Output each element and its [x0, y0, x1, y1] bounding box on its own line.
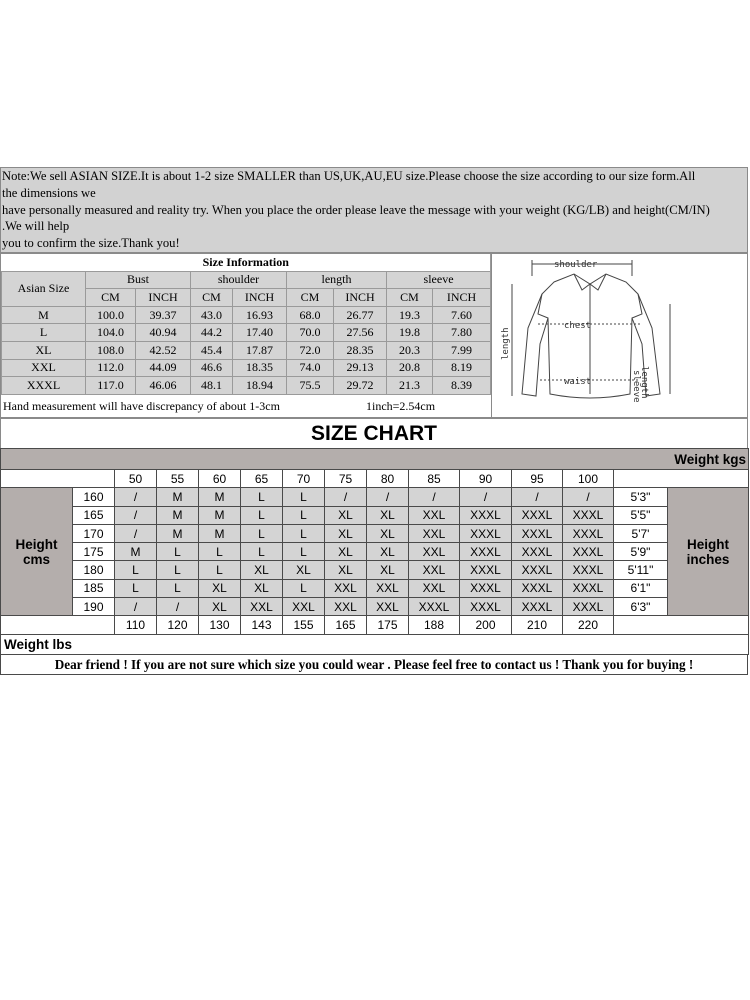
unit-header: CM [191, 289, 233, 307]
size-cell: L [157, 561, 199, 579]
size-cell: / [115, 598, 157, 616]
size-cell: / [460, 488, 512, 506]
height-inches-label: Height inches [668, 488, 749, 616]
measurement-cell: 8.19 [433, 359, 491, 377]
size-cell: L [241, 524, 283, 542]
measurement-cell: 44.09 [136, 359, 191, 377]
size-cell: XXXL [512, 579, 563, 597]
size-cell: XL [325, 524, 367, 542]
measurement-cell: 46.06 [136, 377, 191, 395]
diagram-label-sleeve: sleeve [631, 370, 641, 403]
unit-header: CM [86, 289, 136, 307]
size-cell: L [241, 488, 283, 506]
size-cell: XXXL [460, 524, 512, 542]
size-cell: XXXL [563, 561, 614, 579]
size-cell: XXL [283, 598, 325, 616]
group-header-sleeve: sleeve [387, 271, 491, 289]
size-cell: M [157, 506, 199, 524]
size-chart-table [0, 448, 749, 655]
size-cell: XL [199, 579, 241, 597]
size-cell: XL [199, 598, 241, 616]
size-cell: XXXL [512, 543, 563, 561]
measurement-cell: 26.77 [334, 306, 387, 324]
measurement-cell: 21.3 [387, 377, 433, 395]
weight-kg-header: 80 [367, 470, 409, 488]
measurement-cell: 68.0 [287, 306, 334, 324]
weight-kg-header: 55 [157, 470, 199, 488]
size-cell: XL [325, 506, 367, 524]
measurement-cell: 20.8 [387, 359, 433, 377]
measurement-cell: 112.0 [86, 359, 136, 377]
measurement-cell: 18.94 [233, 377, 287, 395]
measurement-cell: 45.4 [191, 341, 233, 359]
size-information-table [1, 254, 491, 395]
height-inch-value: 5'3" [614, 488, 668, 506]
size-cell: L [283, 543, 325, 561]
size-info-row [2, 359, 491, 377]
weight-lbs-value: 200 [460, 616, 512, 634]
size-cell: M [157, 488, 199, 506]
weight-kgs-label: Weight kgs [1, 449, 749, 470]
size-cell: XXXL [460, 598, 512, 616]
size-cell: XXXL [460, 579, 512, 597]
measurement-cell: 7.80 [433, 324, 491, 342]
measurement-cell: 29.72 [334, 377, 387, 395]
size-cell: XXXL [460, 561, 512, 579]
size-cell: L [283, 579, 325, 597]
weight-lbs-value: 120 [157, 616, 199, 634]
size-info-row [2, 377, 491, 395]
size-cell: M [199, 524, 241, 542]
measurement-cell: 17.40 [233, 324, 287, 342]
size-cell: XXXL [563, 524, 614, 542]
measurement-cell: 28.35 [334, 341, 387, 359]
size-cell: XL [367, 543, 409, 561]
size-information-panel [0, 253, 748, 418]
unit-header: INCH [334, 289, 387, 307]
measurement-cell: 100.0 [86, 306, 136, 324]
group-header-shoulder: shoulder [191, 271, 287, 289]
height-cm-value: 170 [73, 524, 115, 542]
measurement-cell: 43.0 [191, 306, 233, 324]
diagram-label-length: length [501, 327, 511, 360]
size-info-row [2, 324, 491, 342]
diagram-label-shoulder: shoulder [554, 260, 598, 270]
size-cell: XL [283, 561, 325, 579]
size-cell: / [563, 488, 614, 506]
size-cell: XXXL [563, 579, 614, 597]
diagram-label-chest: chest [564, 321, 592, 331]
weight-lbs-value: 210 [512, 616, 563, 634]
measurement-cell: 70.0 [287, 324, 334, 342]
weight-lbs-value: 143 [241, 616, 283, 634]
height-inch-value: 6'1" [614, 579, 668, 597]
measurement-cell: 74.0 [287, 359, 334, 377]
size-cell: M [199, 506, 241, 524]
weight-lbs-label: Weight lbs [1, 634, 749, 654]
size-cell: XXXL [512, 598, 563, 616]
measurement-cell: 75.5 [287, 377, 334, 395]
measurement-cell: 27.56 [334, 324, 387, 342]
size-cell: XXL [241, 598, 283, 616]
unit-header: INCH [233, 289, 287, 307]
size-cell: L [241, 506, 283, 524]
size-chart-row [1, 598, 749, 616]
measurement-cell: 40.94 [136, 324, 191, 342]
weight-lbs-value: 155 [283, 616, 325, 634]
size-cell: XXL [409, 524, 460, 542]
measurement-cell: 72.0 [287, 341, 334, 359]
size-cell: XL [367, 506, 409, 524]
measurement-cell: 39.37 [136, 306, 191, 324]
size-cell: L [199, 561, 241, 579]
measurement-cell: 19.3 [387, 306, 433, 324]
group-header-length: length [287, 271, 387, 289]
measurement-footnote: Hand measurement will have discrepancy of about 1-3cm [3, 399, 280, 413]
size-cell: L [115, 579, 157, 597]
weight-lbs-value: 188 [409, 616, 460, 634]
size-cell: M [157, 524, 199, 542]
size-chart-row [1, 579, 749, 597]
size-cell: / [115, 524, 157, 542]
size-info-row [2, 341, 491, 359]
weight-kg-header: 60 [199, 470, 241, 488]
weight-kg-header: 85 [409, 470, 460, 488]
weight-kg-header: 90 [460, 470, 512, 488]
size-cell: / [325, 488, 367, 506]
weight-lbs-value: 175 [367, 616, 409, 634]
size-cell: XXL [325, 598, 367, 616]
measurement-cell: 8.39 [433, 377, 491, 395]
weight-kg-header: 65 [241, 470, 283, 488]
size-cell: XXL [409, 543, 460, 561]
size-cell: XXXL [563, 598, 614, 616]
height-inch-value: 6'3" [614, 598, 668, 616]
measurement-cell: 19.8 [387, 324, 433, 342]
size-cell: L [283, 524, 325, 542]
size-cell: XXXL [460, 543, 512, 561]
size-cell: XL [241, 579, 283, 597]
footer-message: Dear friend ! If you are not sure which size you could wear . Please feel free to contact us ! Thank you for buying ! [0, 654, 748, 675]
inch-conversion-note: 1inch=2.54cm [366, 399, 436, 413]
measurement-cell: 29.13 [334, 359, 387, 377]
size-chart-row [1, 488, 749, 506]
size-information-title: Size Information [2, 254, 491, 271]
size-cell: L [283, 488, 325, 506]
measurement-cell: 7.60 [433, 306, 491, 324]
size-chart-row [1, 524, 749, 542]
size-chart-row [1, 543, 749, 561]
measurement-cell: 48.1 [191, 377, 233, 395]
size-cell: XXXL [563, 543, 614, 561]
size-cell: / [367, 488, 409, 506]
measurement-cell: 42.52 [136, 341, 191, 359]
size-cell: XL [367, 524, 409, 542]
size-cell: L [199, 543, 241, 561]
note-line: Note:We sell ASIAN SIZE.It is about 1-2 size SMALLER than US,UK,AU,EU size.Please choose the size according to our size form.All [2, 169, 696, 183]
unit-header: CM [387, 289, 433, 307]
size-cell: M [115, 543, 157, 561]
height-cm-value: 160 [73, 488, 115, 506]
size-info-row [2, 306, 491, 324]
measurement-cell: 108.0 [86, 341, 136, 359]
measurement-cell: 16.93 [233, 306, 287, 324]
height-cms-label: Height cms [1, 488, 73, 616]
size-label: M [2, 306, 86, 324]
size-cell: L [241, 543, 283, 561]
size-cell: XXL [409, 579, 460, 597]
height-inch-value: 5'5" [614, 506, 668, 524]
height-cm-value: 165 [73, 506, 115, 524]
height-inch-value: 5'11" [614, 561, 668, 579]
size-cell: M [199, 488, 241, 506]
height-inch-value: 5'9" [614, 543, 668, 561]
group-header-bust: Bust [86, 271, 191, 289]
weight-kg-header: 75 [325, 470, 367, 488]
size-cell: L [157, 579, 199, 597]
unit-header: INCH [136, 289, 191, 307]
weight-kg-header: 100 [563, 470, 614, 488]
size-cell: / [157, 598, 199, 616]
size-cell: / [512, 488, 563, 506]
size-cell: L [283, 506, 325, 524]
size-cell: / [115, 506, 157, 524]
size-note [0, 167, 748, 253]
size-cell: L [115, 561, 157, 579]
size-cell: L [157, 543, 199, 561]
measurement-cell: 17.87 [233, 341, 287, 359]
measurement-cell: 117.0 [86, 377, 136, 395]
measurement-cell: 44.2 [191, 324, 233, 342]
size-label: XL [2, 341, 86, 359]
size-cell: XXL [325, 579, 367, 597]
size-cell: / [115, 488, 157, 506]
asian-size-header: Asian Size [2, 271, 86, 306]
size-chart-title: SIZE CHART [0, 418, 748, 448]
weight-lbs-value: 165 [325, 616, 367, 634]
weight-kg-header: 50 [115, 470, 157, 488]
size-cell: XL [241, 561, 283, 579]
shirt-measurement-diagram [491, 254, 748, 417]
unit-header: INCH [433, 289, 491, 307]
measurement-cell: 7.99 [433, 341, 491, 359]
size-cell: XL [325, 561, 367, 579]
size-chart-row [1, 506, 749, 524]
size-cell: XXXL [409, 598, 460, 616]
note-line: you to confirm the size.Thank you! [2, 236, 180, 251]
measurement-cell: 104.0 [86, 324, 136, 342]
size-cell: XXL [409, 561, 460, 579]
height-cm-value: 185 [73, 579, 115, 597]
size-cell: XXL [367, 579, 409, 597]
size-label: XXL [2, 359, 86, 377]
size-cell: XXXL [512, 524, 563, 542]
height-cm-value: 190 [73, 598, 115, 616]
size-label: XXXL [2, 377, 86, 395]
size-cell: XL [325, 543, 367, 561]
note-line: the dimensions we [2, 185, 96, 200]
note-line: have personally measured and reality try. When you place the order please leave the message with your weight (KG/LB) and height(CM/IN) [2, 202, 710, 217]
size-cell: XXXL [563, 506, 614, 524]
weight-lbs-value: 130 [199, 616, 241, 634]
diagram-label-waist: waist [564, 377, 592, 387]
weight-kg-header: 95 [512, 470, 563, 488]
size-cell: XL [367, 561, 409, 579]
weight-lbs-value: 220 [563, 616, 614, 634]
measurement-cell: 18.35 [233, 359, 287, 377]
size-chart-row [1, 561, 749, 579]
size-cell: XXXL [512, 561, 563, 579]
size-cell: XXL [367, 598, 409, 616]
note-line: .We will help [2, 219, 70, 234]
size-cell: / [409, 488, 460, 506]
size-cell: XXXL [460, 506, 512, 524]
measurement-cell: 20.3 [387, 341, 433, 359]
size-cell: XXL [409, 506, 460, 524]
height-cm-value: 175 [73, 543, 115, 561]
unit-header: CM [287, 289, 334, 307]
diagram-label-sleeve-length: length [639, 366, 649, 399]
height-cm-value: 180 [73, 561, 115, 579]
measurement-cell: 46.6 [191, 359, 233, 377]
weight-kg-header: 70 [283, 470, 325, 488]
size-label: L [2, 324, 86, 342]
weight-lbs-value: 110 [115, 616, 157, 634]
size-cell: XXXL [512, 506, 563, 524]
height-inch-value: 5'7' [614, 524, 668, 542]
